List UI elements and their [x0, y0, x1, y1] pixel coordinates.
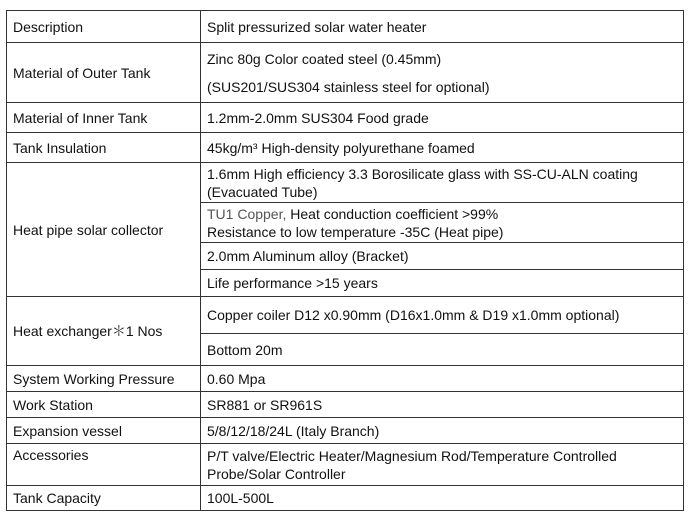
row-value: 1.2mm-2.0mm SUS304 Food grade — [201, 103, 684, 133]
spec-table — [6, 10, 684, 511]
row-value: 100L-500L — [201, 486, 684, 511]
row-value: Life performance >15 years — [201, 270, 684, 297]
table-row — [7, 444, 684, 486]
row-label: Heat pipe solar collector — [7, 163, 201, 297]
row-value: Split pressurized solar water heater — [201, 11, 684, 43]
conduction-text: Heat conduction coefficient >99% — [286, 205, 499, 222]
row-value — [201, 203, 684, 243]
copper-grade: TU1 Copper, — [207, 205, 287, 222]
row-label: System Working Pressure — [7, 366, 201, 392]
row-label: Work Station — [7, 392, 201, 418]
table-row — [7, 392, 684, 418]
table-row — [7, 133, 684, 163]
row-label: Description — [7, 11, 201, 43]
row-value-line: P/T valve/Electric Heater/Magnesium Rod/Temperature Controlled — [207, 447, 617, 464]
table-row — [7, 103, 684, 133]
row-value — [201, 444, 684, 486]
row-value-line: (Evacuated Tube) — [207, 183, 318, 200]
row-label: Tank Insulation — [7, 133, 201, 163]
row-label: Heat exchanger＊1 Nos — [7, 297, 201, 366]
row-value-line: Probe/Solar Controller — [207, 465, 346, 482]
row-label: Accessories — [7, 444, 201, 486]
table-row — [7, 43, 684, 103]
row-label: Material of Inner Tank — [7, 103, 201, 133]
row-value: 5/8/12/18/24L (Italy Branch) — [201, 418, 684, 444]
table-row — [7, 297, 684, 334]
table-row — [7, 486, 684, 511]
table-row — [7, 163, 684, 203]
row-value: Copper coiler D12 x0.90mm (D16x1.0mm & D19 x1.0mm optional) — [201, 297, 684, 334]
row-value-line: Resistance to low temperature -35C (Heat pipe) — [207, 223, 504, 240]
row-value — [201, 163, 684, 203]
row-value: 0.60 Mpa — [201, 366, 684, 392]
row-value-line: 1.6mm High efficiency 3.3 Borosilicate glass with SS-CU-ALN coating — [207, 165, 638, 182]
row-value: SR881 or SR961S — [201, 392, 684, 418]
table-row — [7, 418, 684, 444]
table-row — [7, 366, 684, 392]
row-value-line: Zinc 80g Color coated steel (0.45mm) — [207, 50, 442, 67]
row-value: 45kg/m³ High-density polyurethane foamed — [201, 133, 684, 163]
row-label: Material of Outer Tank — [7, 43, 201, 103]
row-value-line — [207, 205, 683, 223]
row-value: Bottom 20m — [201, 334, 684, 366]
row-label: Expansion vessel — [7, 418, 201, 444]
row-value: 2.0mm Aluminum alloy (Bracket) — [201, 243, 684, 270]
row-value-line: (SUS201/SUS304 stainless steel for optional) — [207, 78, 490, 95]
row-label: Tank Capacity — [7, 486, 201, 511]
row-value — [201, 43, 684, 103]
table-row — [7, 11, 684, 43]
